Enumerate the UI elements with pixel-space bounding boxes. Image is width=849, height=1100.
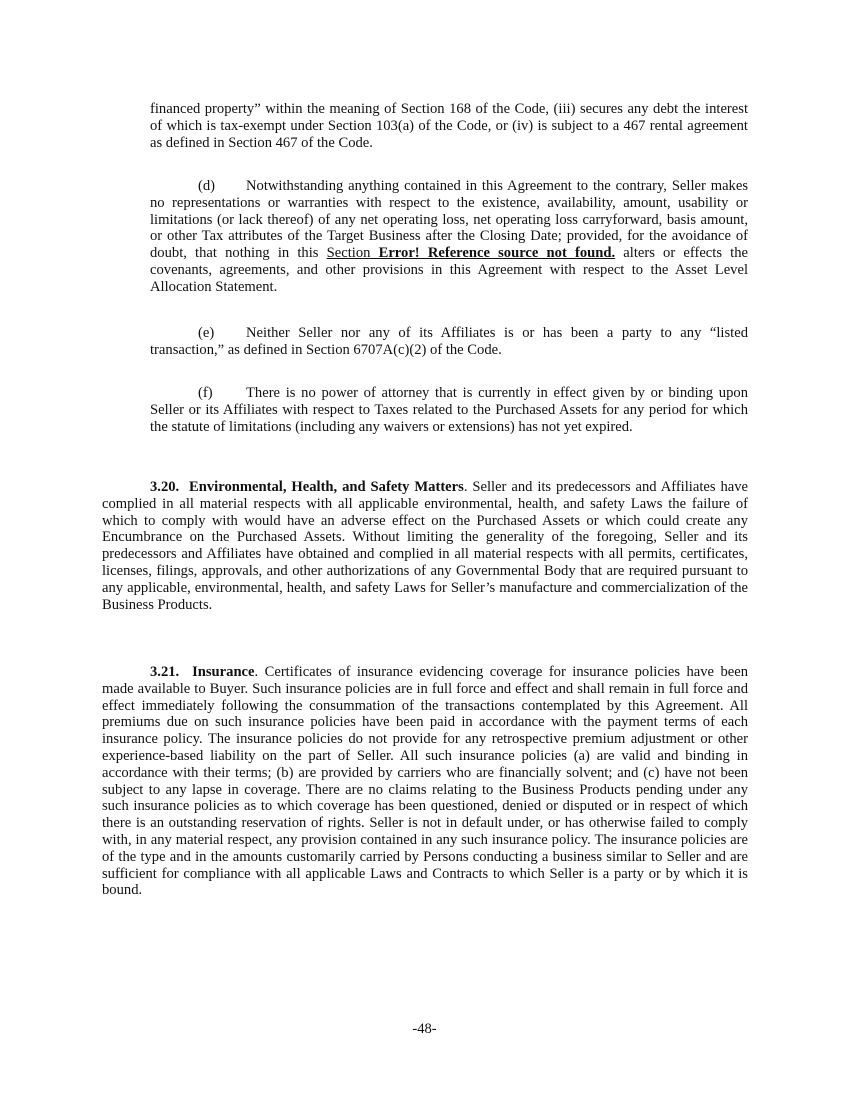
page-number: -48- <box>412 1021 437 1037</box>
paragraph-d-text-1: Notwithstanding anything contained in this Agreement to the contrary, Seller makes no representations or warranties with respect to the existence, availability, amount, usability or limitations (or lack thereof) of any net operating loss, net operating loss carryforward, basis amount, or other Tax attributes of the Target Business after the Closing Date; provided, for the avoidance of doubt, that nothing in this <box>150 178 748 262</box>
section-3-21-number: 3.21. <box>150 664 180 680</box>
paragraph-e-text: Neither Seller nor any of its Affiliates is or has been a party to any “listed transaction,” as defined in Section 6707A(c)(2) of the Code. <box>150 325 748 358</box>
section-3-20-body <box>102 479 748 613</box>
paragraph-e-body <box>150 325 748 359</box>
section-3-21-text: . Certificates of insurance evidencing coverage for insurance policies have been made available to Buyer. Such insurance policies are in full force and effect and shall remain in full force and effect immediately following the consummation of the transactions contemplated by this Agreement. All premiums due on such insurance policies have been paid in accordance with the payment terms of each insurance policy. The insurance policies do not provide for any retrospective premium adjustment or other experience-based liability on the part of Seller. All such insurance policies (a) are valid and binding in accordance with their terms; (b) are provided by carriers who are financially solvent; and (c) have not been subject to any lapse in coverage. There are no claims relating to the Business Products pending under any such insurance policies as to which coverage has been questioned, denied or disputed or in respect of which there is an outstanding reservation of rights. Seller is not in default under, or has otherwise failed to comply with, in any material respect, any provision contained in any such insurance policy. The insurance policies are of the type and in the amounts customarily carried by Persons conducting a business similar to Seller and are sufficient for compliance with all applicable Laws and Contracts to which Seller is a party or by which it is bound. <box>102 664 749 899</box>
paragraph-d-body <box>150 178 748 296</box>
paragraph-d <box>150 178 748 296</box>
section-3-20 <box>102 479 748 613</box>
paragraph-c-text: financed property” within the meaning of Section 168 of the Code, (iii) secures any debt the interest of which is tax-exempt under Section 103(a) of the Code, or (iv) is subject to a 467 rental agreement as defined in Section 467 of the Code. <box>150 101 748 151</box>
section-3-20-text: . Seller and its predecessors and Affiliates have complied in all material respects with all applicable environmental, health, and safety Laws the failure of which to comply with would have an adverse effect on the Purchased Assets or which could create any Encumbrance on the Purchased Assets. Without limiting the generality of the foregoing, Seller and its predecessors and Affiliates have obtained and complied in all material respects with all permits, certificates, licenses, filings, approvals, and other authorizations of any Governmental Body that are required pursuant to any applicable, environmental, health, and safety Laws for Seller’s manufacture and commercialization of the Business Products. <box>102 479 749 613</box>
paragraph-d-text-2: alters or effects the covenants, agreements, and other provisions in this Agreement with respect to the Asset Level Allocation Statement. <box>150 245 748 295</box>
paragraph-f <box>150 385 748 435</box>
section-word: Section <box>326 245 371 262</box>
section-3-20-number: 3.20. <box>150 479 180 495</box>
section-3-21-heading: Insurance <box>192 664 255 680</box>
paragraph-e-label: (e) <box>198 325 215 341</box>
paragraph-c-continuation <box>150 101 748 151</box>
paragraph-f-label: (f) <box>198 385 213 401</box>
paragraph-f-text: There is no power of attorney that is currently in effect given by or binding upon Seller or its Affiliates with respect to Taxes related to the Purchased Assets for any period for which the statute of limitations (including any waivers or extensions) has not yet expired. <box>150 385 748 435</box>
section-3-21-body <box>102 664 748 899</box>
paragraph-d-label: (d) <box>198 178 216 194</box>
paragraph-e <box>150 325 748 359</box>
section-3-21 <box>102 664 748 899</box>
error-reference: Error! Reference source not found. <box>378 245 616 262</box>
paragraph-f-body <box>150 385 748 435</box>
section-reference-link[interactable] <box>327 245 615 261</box>
section-3-20-heading: Environmental, Health, and Safety Matters <box>189 479 464 495</box>
